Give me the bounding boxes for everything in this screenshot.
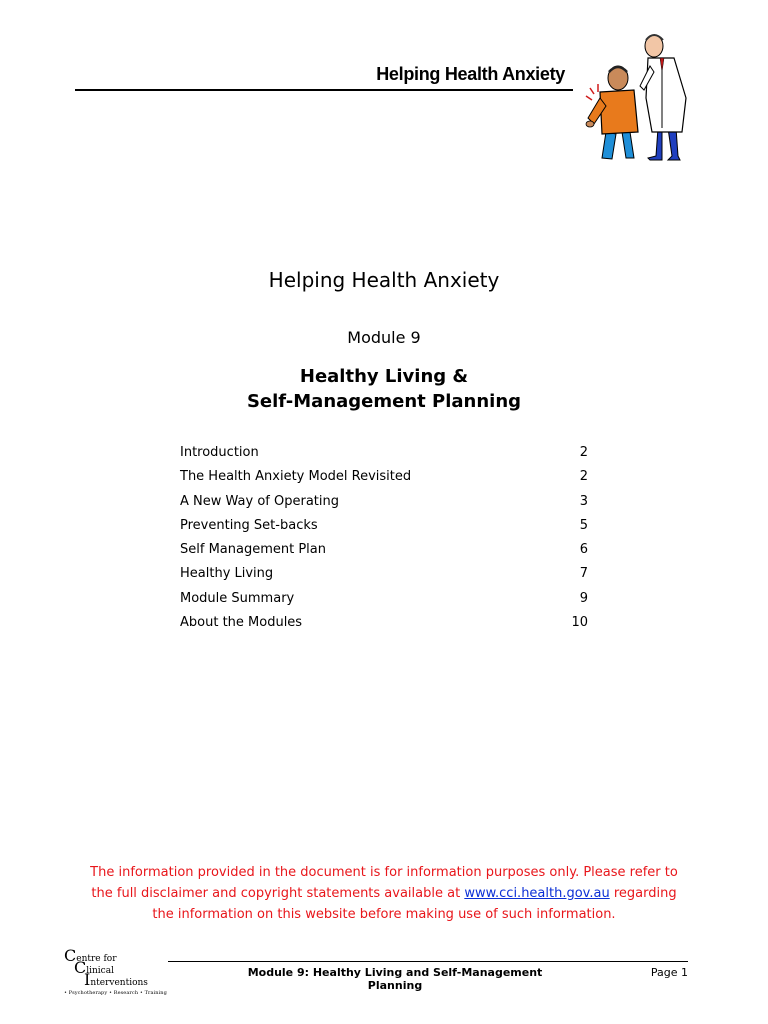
toc-item[interactable] (180, 444, 600, 468)
cci-logo (64, 948, 189, 1000)
footer-module-text: Module 9: Healthy Living and Self-Management Planning (247, 966, 543, 992)
toc-item-label: Preventing Set-backs (180, 517, 318, 533)
toc-item-label: A New Way of Operating (180, 493, 339, 509)
toc-item[interactable] (180, 565, 600, 589)
footer-page-number: Page 1 (650, 966, 688, 979)
toc-item-label: Self Management Plan (180, 542, 326, 558)
toc-item-page: 5 (579, 517, 588, 533)
cci-logo-letter-i: I (84, 970, 91, 989)
toc-item-page: 3 (579, 493, 588, 509)
disclaimer-text-after: regarding the information on this website before making use of such information. (152, 886, 677, 922)
cci-logo-text-interventions: nterventions (90, 978, 148, 988)
toc-item-page: 2 (579, 469, 588, 485)
toc-item[interactable] (180, 517, 600, 541)
cci-logo-letter-c: C (64, 946, 77, 965)
toc-item-page: 6 (579, 542, 588, 558)
module-heading-line-1: Healthy Living & (299, 366, 469, 387)
disclaimer-text-before: The information provided in the document is for information purposes only. Please refer to the full disclaimer and copyright statements available at (90, 865, 678, 901)
toc-item-page: 2 (579, 445, 588, 460)
toc-item[interactable] (180, 493, 600, 517)
cci-website-link[interactable]: www.cci.health.gov.au (464, 886, 610, 901)
toc-item-page: 9 (579, 590, 588, 606)
table-of-contents (180, 444, 600, 638)
doctor-figure (640, 35, 686, 160)
toc-item-label: Introduction (180, 445, 259, 460)
toc-item-label: Healthy Living (180, 566, 274, 582)
patient-figure (586, 66, 638, 159)
disclaimer-text (84, 862, 684, 925)
header-title: Helping Health Anxiety (376, 64, 565, 84)
toc-item[interactable] (180, 541, 600, 565)
cci-logo-line-3 (84, 972, 148, 988)
toc-item[interactable] (180, 468, 600, 492)
toc-item-page: 7 (579, 566, 588, 582)
toc-item-label: Module Summary (180, 590, 295, 606)
module-heading (0, 364, 768, 414)
cci-logo-tagline: • Psychotherapy • Research • Training (64, 990, 167, 996)
footer-divider (168, 961, 688, 962)
cci-logo-text-clinical: linical (86, 966, 114, 976)
doctor-patient-illustration (582, 28, 700, 166)
header-divider (75, 89, 573, 91)
toc-item-page: 10 (571, 615, 588, 631)
toc-item-label: About the Modules (180, 615, 303, 631)
toc-item[interactable] (180, 614, 600, 638)
module-number: Module 9 (347, 328, 421, 347)
module-heading-line-2: Self-Management Planning (246, 391, 522, 412)
cci-logo-letter-c2: C (74, 958, 87, 977)
cci-logo-text-centre: entre for (76, 954, 117, 964)
toc-item-label: The Health Anxiety Model Revisited (180, 469, 412, 485)
toc-item[interactable] (180, 590, 600, 614)
document-title: Helping Health Anxiety (268, 268, 500, 292)
